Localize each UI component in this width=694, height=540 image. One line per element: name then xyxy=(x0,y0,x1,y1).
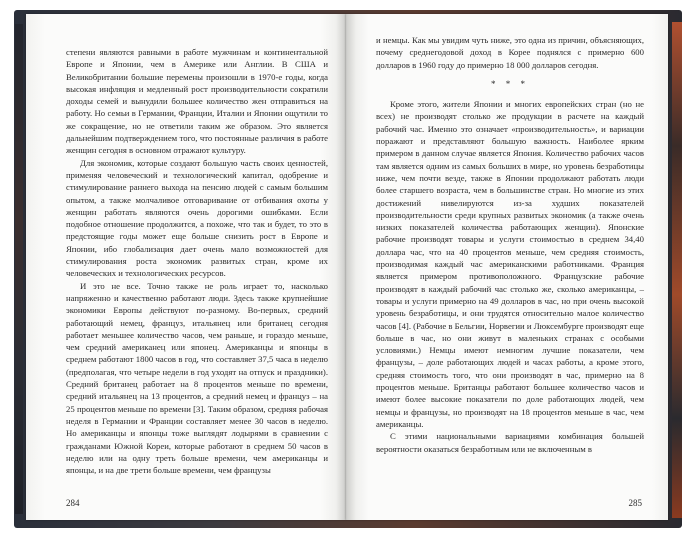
paragraph: Для экономик, которые создают большую часть своих ценностей, применяя человеческий и технологический капитал, одобрение и стимулирование раннего выхода на пенсию людей с самым большим опытом, а также молчаливое отговаривание от отбивания охоты у женщин работать являются очень дорогими ошибками. Если подобное отношение продолжится, а похоже, что так и будет, то это в предстоящие годы может еще больше снизить рост в Европе и Японии, ибо глобализация дает очень мало возможностей для стимулирования роста экономик развитых стран, кроме их человеческих и технологических ресурсов. xyxy=(66,157,328,279)
book-gutter xyxy=(336,14,356,520)
cover-edge-left xyxy=(15,24,23,514)
page-number: 284 xyxy=(66,498,80,508)
paragraph: С этими национальными вариациями комбинация большей вероятности оказаться безработным или не включенным в xyxy=(376,431,644,454)
cover-edge-right xyxy=(672,22,682,518)
left-page xyxy=(26,14,346,520)
paragraph: И это не все. Точно также не роль играет то, насколько напряженно и качественно работают люди. Здесь также крупнейшие экономики Европы действуют по-разному. Во-первых, средний работающий немец, француз, итальянец или британец сегодня работает меньшее количество часов, чем раньше, и гораздо меньше, чем средний американец или японец. Американцы и японцы в среднем работают 1800 часов в год, что составляет 37,5 часа в неделю (предполагая, что четыре недели в год уходят на отпуск и праздники). Средний британец работает на 8 процентов меньше по времени, средний итальянец на 13 процентов, а средний немец и француз – на 25 процентов меньше по времени [3]. Таким образом, средняя рабочая неделя в Германии и Франции составляет менее 30 часов в неделю. Но американцы и японцы тоже выглядят лодырями в сравнении с гражданами Южной Кореи, которые работают в среднем 50 часов в неделю или на одну треть больше времени, чем американцы и японцы, и на две трети больше времени, чем французы xyxy=(66,280,328,476)
paragraph: степени являются равными в работе мужчинам и континентальной Европе и Японии, чем в Америке или Англии. В США и Великобритании большие перемены произошли в 1970-е годы, когда высокая инфляция и медленный рост производительности сократили доходы семей и вынудили большее количество жен отправиться на работу. Но семьи в Германии, Франции, Италии и Японии ощутили то же сокращение, но не ответили таким же образом. Это является дальнейшим подтверждением того, что постоянные различия в работе женщин сегодня в основном отражают культуру. xyxy=(66,47,328,156)
right-page xyxy=(346,14,668,520)
section-separator: * * * xyxy=(491,78,529,89)
left-page-text xyxy=(66,46,328,476)
page-number: 285 xyxy=(628,498,642,508)
paragraph: и немцы. Как мы увидим чуть ниже, это одна из причин, объясняющих, почему среднегодовой доход в Корее поднялся с примерно 600 долларов в 1960 году до примерно 18 000 долларов сегодня. xyxy=(376,35,644,70)
right-page-text xyxy=(376,34,644,455)
paragraph: Кроме этого, жители Японии и многих европейских стран (но не всех) не производят столько же продукции в расчете на каждый рабочий час. Именно это означает «производительность», и вариации поражают и представляют большую важность. Наиболее ярким примером в данном случае является Япония. Количество рабочих часов там является одним из самых больших в мире, но уровень безработицы ниже, чем почти везде, также в Японии продолжают работать люди более старшего возраста, чем в большинстве стран. Но многие из этих достижений нивелируются из-за худших показателей производительности среди крупных развитых экономик (а также очень низких показателей количества работающих женщин). Японские рабочие производят товары и услуги стоимостью в среднем 34,40 доллара час, что на 40 процентов меньше, чем средняя стоимость, производимая каждый час американскими работниками. Франция является примером противоположного. Французские рабочие производят в каждый рабочий час столько же, сколько американцы, – товары и услуги примерно на 49 долларов в час, но при очень высокой уровень безработицы, и они трудятся относительно малое количество часов [4]. (Рабочие в Бельгии, Норвегии и Люксембурге производят еще больше в час, но они живут в маленьких странах с особыми условиями.) Немцы имеют немногим лучшие показатели, чем французы, – доле работающих людей и часах работы, а кроме этого, средняя стоимость того, что они производят в час, примерно на 8 процентов меньше. Британцы работают большее количество часов и имеют более высокие показатели по доле работающих людей, чем немцы и французы, но производят на 18 процентов меньше в час, чем американцы. xyxy=(376,99,644,429)
